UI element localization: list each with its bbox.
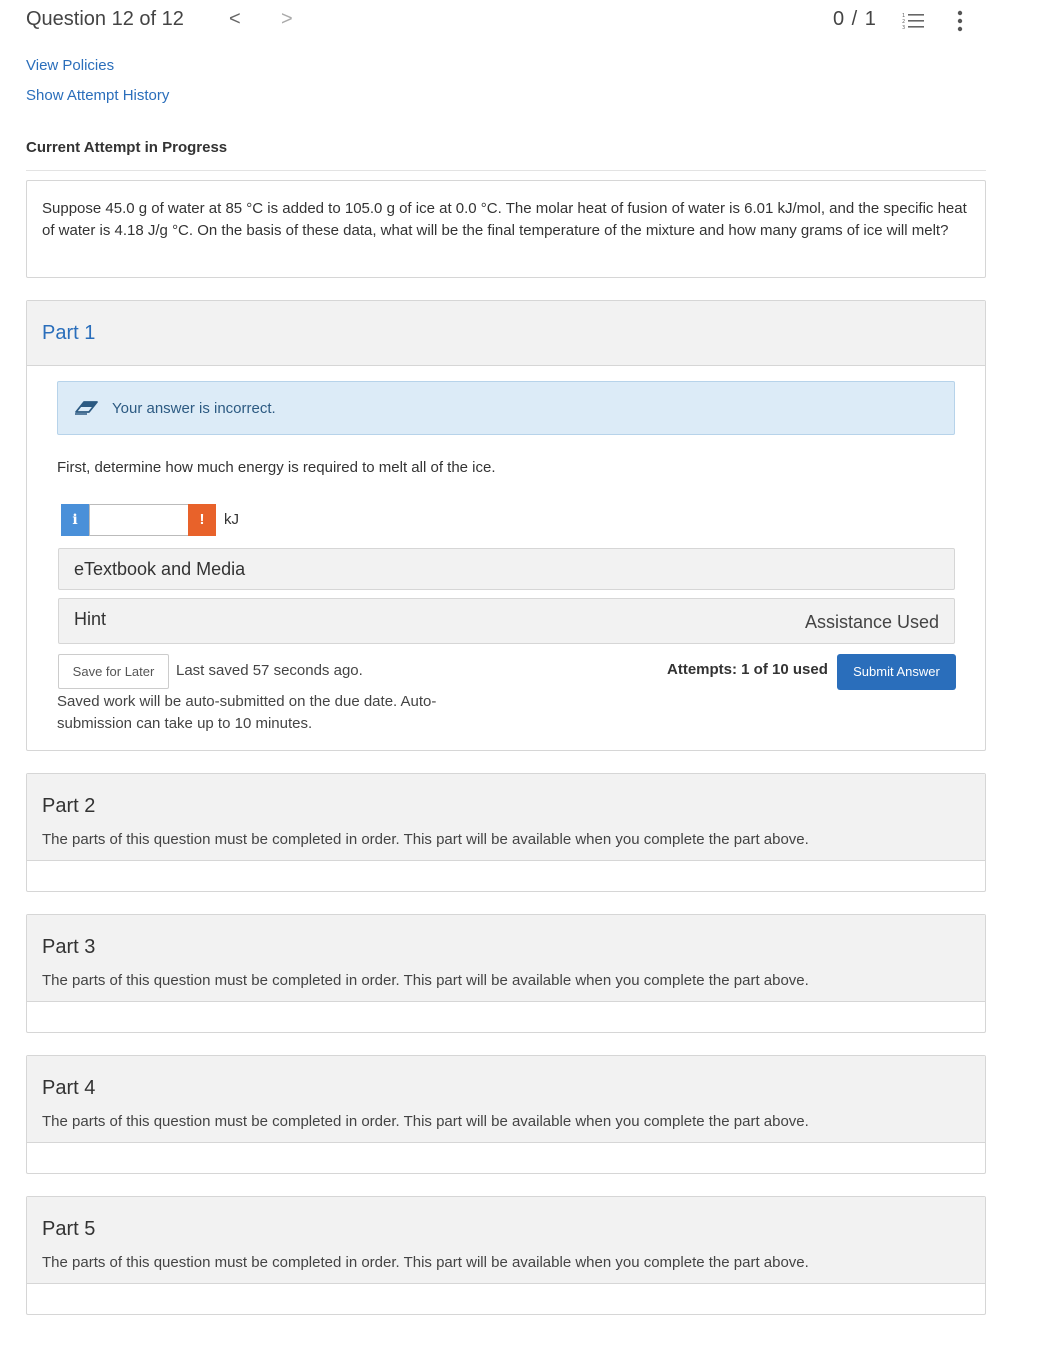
part-5-locked-message: The parts of this question must be completed in order. This part will be available when you complete the part above. [42,1254,809,1271]
list-numbered-icon[interactable] [902,12,924,30]
attempt-heading: Current Attempt in Progress [26,139,228,156]
incorrect-warning-icon[interactable]: ! [188,504,216,536]
right-gutter [986,54,1056,1360]
part-4-title: Part 4 [42,1077,96,1099]
info-button[interactable]: i [61,504,89,536]
part-4-panel [26,1055,986,1174]
divider [26,170,986,171]
part-3-panel [26,914,986,1033]
last-saved-status: Last saved 57 seconds ago. [176,662,363,679]
part-3-header [27,915,985,1002]
question-score: 0 / 1 [833,8,877,30]
assistance-used-label: Assistance Used [804,612,939,632]
eraser-icon [73,398,99,416]
part-1-title: Part 1 [42,322,96,344]
part-4-header [27,1056,985,1143]
hint-label: Hint [74,609,107,629]
part-2-title: Part 2 [42,795,96,817]
feedback-text: Your answer is incorrect. [112,400,276,417]
part-1-header [27,301,985,366]
part-5-panel [26,1196,986,1315]
part-2-header [27,774,985,861]
show-attempt-history-link[interactable]: Show Attempt History [26,87,170,104]
hint-toggle[interactable] [58,598,955,644]
autosubmit-note: Saved work will be auto-submitted on the due date. Auto-submission can take up to 10 minutes. [57,693,437,732]
svg-text:2: 2 [902,19,906,25]
submit-answer-button[interactable]: Submit Answer [837,654,956,690]
svg-text:3: 3 [902,25,906,30]
part-5-header [27,1197,985,1284]
attempts-counter: Attempts: 1 of 10 used [667,661,828,678]
part-1-panel [26,300,986,751]
more-vertical-icon[interactable] [956,10,964,32]
question-text: Suppose 45.0 g of water at 85 °C is added to 105.0 g of ice at 0.0 °C. The molar heat of fusion of water is 6.01 kJ/mol, and the specific heat of water is 4.18 J/g °C. On the basis of these data, what will be the final temperature of the mixture and how many grams of ice will melt? [42,200,967,239]
question-box [26,180,986,278]
feedback-message [57,381,955,435]
etextbook-label: eTextbook and Media [74,559,246,579]
answer-input[interactable] [89,504,189,536]
question-header [0,0,1056,54]
question-counter: Question 12 of 12 [26,8,184,30]
part-1-instruction: First, determine how much energy is required to melt all of the ice. [57,459,496,476]
next-question-button[interactable]: > [281,8,293,30]
previous-question-button[interactable]: < [229,8,241,30]
view-policies-link[interactable]: View Policies [26,57,115,74]
save-for-later-button[interactable]: Save for Later [58,654,169,689]
part-3-title: Part 3 [42,936,96,958]
part-4-locked-message: The parts of this question must be completed in order. This part will be available when you complete the part above. [42,1113,809,1130]
svg-text:1: 1 [902,13,906,19]
part-5-title: Part 5 [42,1218,96,1240]
part-2-locked-message: The parts of this question must be completed in order. This part will be available when you complete the part above. [42,831,809,848]
etextbook-media-toggle[interactable] [58,548,955,590]
answer-unit: kJ [224,511,239,528]
part-3-locked-message: The parts of this question must be completed in order. This part will be available when you complete the part above. [42,972,809,989]
part-2-panel [26,773,986,892]
